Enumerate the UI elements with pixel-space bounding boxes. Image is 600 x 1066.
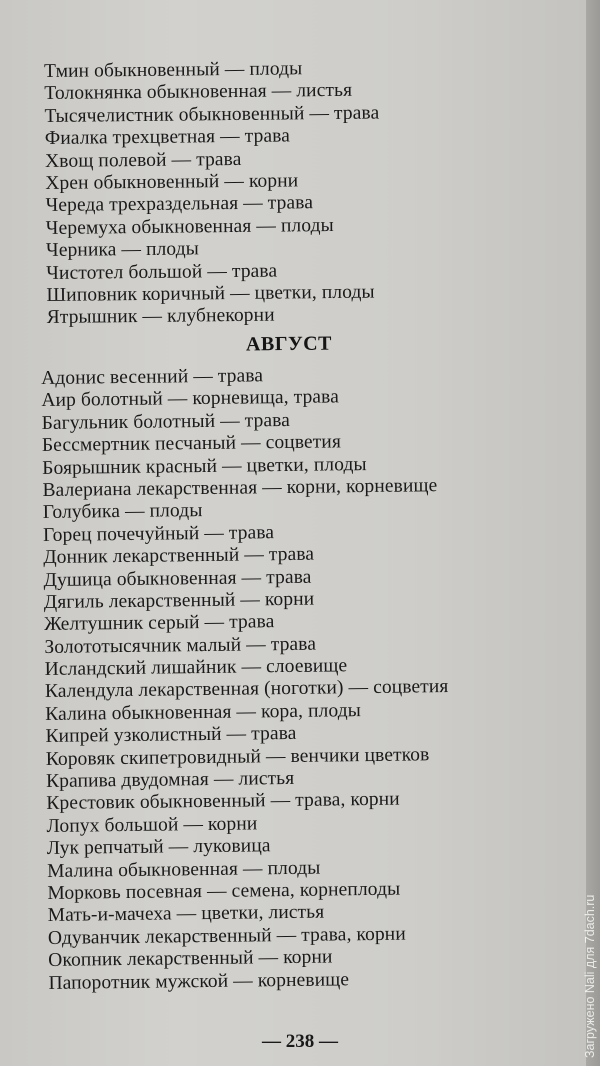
list-item: Голубика — плоды bbox=[42, 500, 203, 524]
list-item: Желтушник серый — трава bbox=[44, 611, 275, 636]
herb-list-continued bbox=[44, 57, 381, 329]
list-item: Толокнянка обыкновенная — листья bbox=[44, 80, 353, 105]
list-item: Малина обыкновенная — плоды bbox=[47, 857, 321, 882]
watermark-text: Загружено Nali для 7dach.ru bbox=[583, 894, 597, 1058]
list-item: Папоротник мужской — корневище bbox=[48, 968, 350, 994]
list-item: Адонис весенний — трава bbox=[41, 365, 264, 389]
list-item: Аир болотный — корневища, трава bbox=[41, 386, 340, 412]
list-item: Крапива двудомная — листья bbox=[45, 767, 295, 792]
list-item: Тмин обыкновенный — плоды bbox=[44, 58, 303, 82]
list-item: Тысячелистник обыкновенный — трава bbox=[44, 102, 380, 127]
list-item: Лук репчатый — луковица bbox=[46, 835, 271, 860]
list-item: Бессмертник песчаный — соцветия bbox=[41, 431, 342, 457]
list-item: Калина обыкновенная — кора, плоды bbox=[45, 699, 362, 725]
herb-list-august bbox=[41, 363, 452, 995]
list-item: Валериана лекарственная — корни, корневище bbox=[42, 475, 438, 501]
list-item: Исландский лишайник — слоевище bbox=[44, 655, 348, 681]
list-item: Боярышник красный — цветки, плоды bbox=[42, 453, 367, 479]
list-item: Лопух большой — корни bbox=[46, 813, 258, 837]
list-item: Календула лекарственная (ноготки) — соцветия bbox=[44, 676, 449, 703]
list-item: Окопник лекарственный — корни bbox=[48, 946, 333, 972]
list-item: Дягиль лекарственный — корни bbox=[43, 588, 315, 613]
list-item: Коровяк скипетровидный — венчики цветков bbox=[45, 743, 430, 770]
list-item: Ятрышник — клубнекорни bbox=[46, 304, 275, 329]
list-item: Черемуха обыкновенная — плоды bbox=[45, 214, 334, 239]
list-item: Хрен обыкновенный — корни bbox=[45, 170, 299, 194]
list-item: Горец почечуйный — трава bbox=[42, 521, 275, 546]
list-item: Душица обыкновенная — трава bbox=[43, 566, 312, 591]
section-heading-august: АВГУСТ bbox=[245, 332, 333, 356]
list-item: Череда трехраздельная — трава bbox=[45, 192, 314, 217]
list-item: Черника — плоды bbox=[45, 238, 200, 262]
list-item: Крестовик обыкновенный — трава, корни bbox=[46, 789, 400, 815]
page-number: — 238 — bbox=[262, 1031, 338, 1052]
list-item: Мать-и-мачеха — цветки, листья bbox=[47, 901, 325, 927]
list-item: Чистотел большой — трава bbox=[46, 260, 278, 284]
list-item: Кипрей узколистный — трава bbox=[45, 723, 297, 748]
list-item: Донник лекарственный — трава bbox=[43, 543, 315, 569]
list-item: Золототысячник малый — трава bbox=[44, 633, 317, 658]
list-item: Морковь посевная — семена, корнеплоды bbox=[47, 878, 401, 904]
list-item: Одуванчик лекарственный — трава, корни bbox=[47, 923, 406, 949]
list-item: Хвощ полевой — трава bbox=[44, 148, 242, 172]
list-item: Фиалка трехцветная — трава bbox=[44, 125, 291, 150]
list-item: Шиповник коричный — цветки, плоды bbox=[46, 281, 375, 306]
list-item: Багульник болотный — трава bbox=[41, 409, 291, 434]
